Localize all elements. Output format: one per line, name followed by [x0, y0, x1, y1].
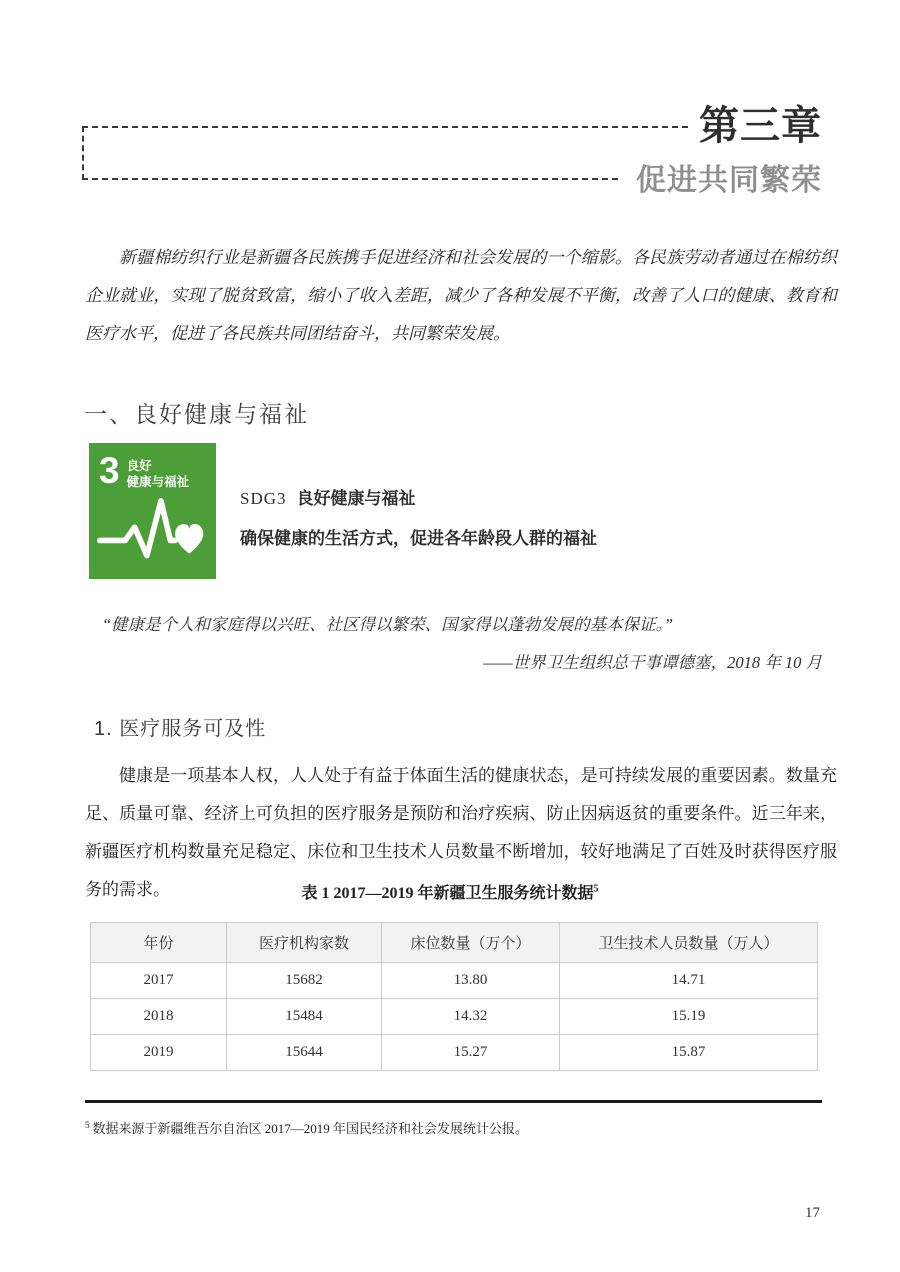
header-dash-line-bottom	[82, 178, 618, 180]
sdg-caption-description: 确保健康的生活方式，促进各年龄段人群的福祉	[240, 529, 597, 548]
footnote	[85, 1118, 825, 1137]
table-header-institutions: 医疗机构家数	[227, 923, 382, 963]
table-cell: 15644	[227, 1035, 382, 1071]
table-cell: 14.71	[560, 963, 818, 999]
sdg-caption-name: 良好健康与福祉	[296, 489, 416, 508]
table-header-row	[91, 923, 818, 963]
sdg-caption-title	[240, 484, 416, 509]
table-header-beds: 床位数量（万个）	[382, 923, 560, 963]
table-title-footnote-marker: 5	[593, 883, 599, 895]
table-row	[91, 1035, 818, 1071]
table-cell: 15484	[227, 999, 382, 1035]
table-cell: 13.80	[382, 963, 560, 999]
footnote-divider	[85, 1100, 822, 1103]
quote-text: “健康是个人和家庭得以兴旺、社区得以繁荣、国家得以蓬勃发展的基本保证。”	[102, 615, 674, 634]
table-title	[0, 880, 900, 903]
footnote-text: 数据来源于新疆维吾尔自治区 2017—2019 年国民经济和社会发展统计公报。	[92, 1121, 529, 1136]
subsection-heading: 1. 医疗服务可及性	[94, 718, 267, 740]
table-cell: 2018	[91, 999, 227, 1035]
heartbeat-icon	[96, 493, 209, 571]
section-heading: 一、良好健康与福祉	[84, 401, 309, 427]
chapter-title: 第三章	[699, 104, 822, 148]
sdg-badge-labels	[127, 458, 190, 491]
table-cell: 15682	[227, 963, 382, 999]
table-header-year: 年份	[91, 923, 227, 963]
sdg-badge-number: 3	[99, 450, 120, 491]
chapter-subtitle: 促进共同繁荣	[636, 164, 822, 197]
table-row	[91, 963, 818, 999]
sdg-badge-label-line1: 良好	[126, 459, 152, 473]
footnote-marker: 5	[85, 1119, 90, 1130]
intro-paragraph: 新疆棉纺织行业是新疆各民族携手促进经济和社会发展的一个缩影。各民族劳动者通过在棉纺织企业就业，实现了脱贫致富，缩小了收入差距，减少了各种发展不平衡，改善了人口的健康、教育和医疗水平，促进了各民族共同团结奋斗，共同繁荣发展。	[85, 248, 837, 343]
table-row	[91, 999, 818, 1035]
sdg-badge	[89, 443, 216, 579]
table-cell: 15.87	[560, 1035, 818, 1071]
quote-attribution: ——世界卫生组织总干事谭德塞，2018 年 10 月	[483, 653, 822, 672]
table-header-personnel: 卫生技术人员数量（万人）	[560, 923, 818, 963]
page-number: 17	[805, 1205, 820, 1221]
health-stats-table	[90, 922, 818, 1071]
body-paragraph: 健康是一项基本人权，人人处于有益于体面生活的健康状态，是可持续发展的重要因素。数量充足、质量可靠、经济上可负担的医疗服务是预防和治疗疾病、防止因病返贫的重要条件。近三年来，新疆医疗机构数量充足稳定、床位和卫生技术人员数量不断增加，较好地满足了百姓及时获得医疗服务的需求。	[85, 766, 837, 899]
table-cell: 2019	[91, 1035, 227, 1071]
sdg-caption-code: SDG3	[240, 489, 287, 508]
table-cell: 2017	[91, 963, 227, 999]
table-cell: 15.19	[560, 999, 818, 1035]
table-title-text: 表 1 2017—2019 年新疆卫生服务统计数据	[301, 885, 594, 902]
header-dash-line-left	[82, 126, 84, 180]
header-dash-line-top	[82, 126, 688, 128]
sdg-badge-head	[89, 443, 216, 491]
sdg-badge-label-line2: 健康与福祉	[126, 475, 190, 489]
table-cell: 15.27	[382, 1035, 560, 1071]
table-cell: 14.32	[382, 999, 560, 1035]
